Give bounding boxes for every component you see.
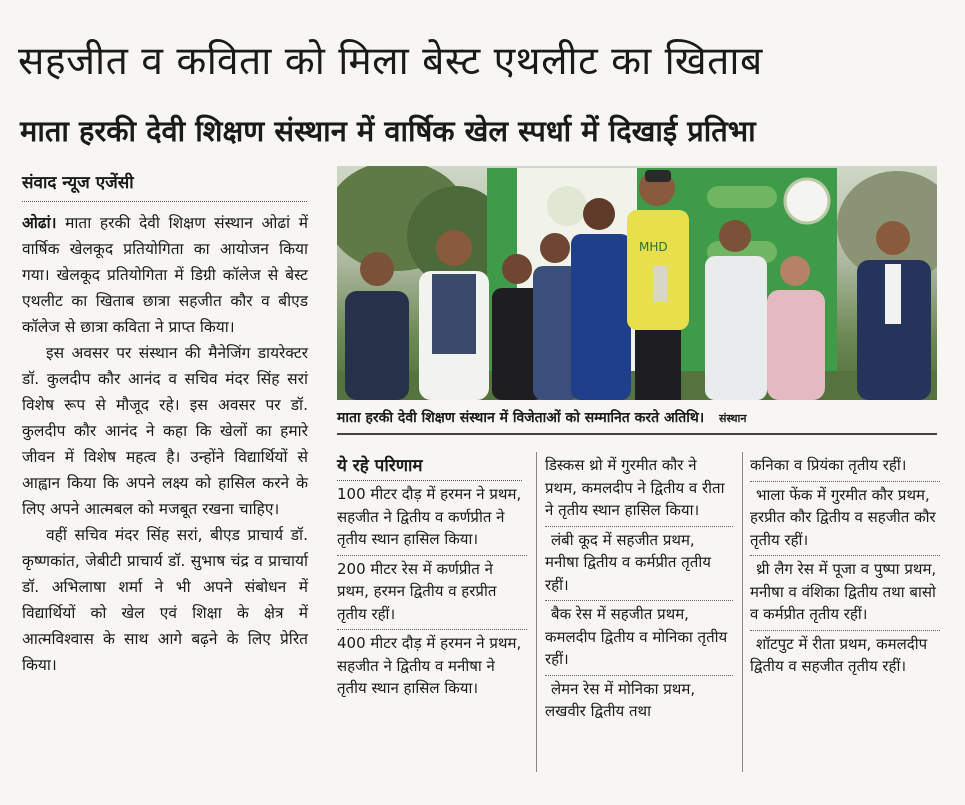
article-paragraph: इस अवसर पर संस्थान की मैनेजिंग डायरेक्टर डॉ. कुलदीप कौर आनंद व सचिव मंदर सिंह सरां विशेष रूप से मौजूद रहे। इस अवसर पर डॉ. कुलदीप कौर आनंद ने कहा कि खेलों का हमारे जीवन में विशेष महत्व है। उन्होंने विद्यार्थियों से आह्वान किया कि अपने लक्ष्य को हासिल करने के लिए अपने आत्मबल को मजबूत रखना चाहिए। [22, 344, 308, 518]
result-item: लंबी कूद में सहजीत प्रथम, मनीषा द्वितीय व कर्मप्रीत तृतीय रहीं। [545, 527, 733, 602]
article-body [22, 210, 308, 678]
article-paragraph: वहीं सचिव मंदर सिंह सरां, बीएड प्राचार्य डॉ. कृष्णकांत, जेबीटी प्राचार्य डॉ. सुभाष चंद्र व प्राचार्या डॉ. अभिलाषा शर्मा ने भी अपने संबोधन में विद्यार्थियों को खेल एवं शिक्षा के क्षेत्र में आत्मविश्वास के साथ आगे बढ़ने के लिए प्रेरित किया। [22, 526, 308, 674]
byline: संवाद न्यूज एजेंसी [22, 170, 307, 202]
result-item: थ्री लैग रेस में पूजा व पुष्पा प्रथम, मनीषा व वंशिका द्वितीय तथा बासो व कर्मप्रीत तृतीय रहीं। [750, 556, 940, 631]
result-item: कनिका व प्रियंका तृतीय रहीं। [750, 452, 940, 482]
jersey-text: MHD [639, 240, 668, 254]
headline: सहजीत व कविता को मिला बेस्ट एथलीट का खिताब [18, 39, 763, 84]
results-column-1 [337, 481, 527, 704]
result-item: 200 मीटर रेस में कर्णप्रीत ने प्रथम, हरमन द्वितीय व हरप्रीत तृतीय रहीं। [337, 556, 527, 631]
photo-caption-text: माता हरकी देवी शिक्षण संस्थान में विजेताओं को सम्मानित करते अतिथि। [337, 410, 705, 426]
result-item: शॉटपुट में रीता प्रथम, कमलदीप द्वितीय व सहजीत तृतीय रहीं। [750, 634, 928, 675]
photo-caption [337, 403, 937, 435]
result-item: बैक रेस में सहजीत प्रथम, कमलदीप द्वितीय व मोनिका तृतीय रहीं। [545, 601, 733, 676]
result-item: डिस्कस थ्रो में गुरमीत कौर ने प्रथम, कमलदीप ने द्वितीय व रीता ने तृतीय स्थान हासिल किया। [545, 452, 733, 527]
result-item: 400 मीटर दौड़ में हरमन ने प्रथम, सहजीत ने द्वितीय व मनीषा ने तृतीय स्थान हासिल किया। [337, 634, 522, 697]
results-column-3 [750, 452, 940, 682]
article-paragraph: ओढां। माता हरकी देवी शिक्षण संस्थान ओढां में वार्षिक खेलकूद प्रतियोगिता का आयोजन किया गया। खेलकूद प्रतियोगिता में डिग्री कॉलेज से बेस्ट एथलीट का खिताब छात्रा सहजीत कौर व बीएड कॉलेज से छात्रा कविता ने प्राप्त किया। [22, 214, 308, 336]
results-column-2 [545, 452, 733, 727]
column-divider [536, 452, 537, 772]
result-item: 100 मीटर दौड़ में हरमन ने प्रथम, सहजीत ने द्वितीय व कर्णप्रीत ने तृतीय स्थान हासिल किया। [337, 481, 527, 556]
photo-illustration [337, 166, 937, 400]
photo-credit: संस्थान [719, 412, 747, 425]
dateline: ओढां। [22, 214, 57, 232]
subheadline: माता हरकी देवी शिक्षण संस्थान में वार्षिक खेल स्पर्धा में दिखाई प्रतिभा [20, 114, 756, 148]
result-item: भाला फेंक में गुरमीत कौर प्रथम, हरप्रीत कौर द्वितीय व सहजीत कौर तृतीय रहीं। [750, 482, 940, 557]
result-item: लेमन रेस में मोनिका प्रथम, लखवीर द्वितीय तथा [545, 679, 696, 720]
news-photo [337, 166, 937, 400]
column-divider [742, 452, 743, 772]
results-heading: ये रहे परिणाम [337, 453, 522, 481]
